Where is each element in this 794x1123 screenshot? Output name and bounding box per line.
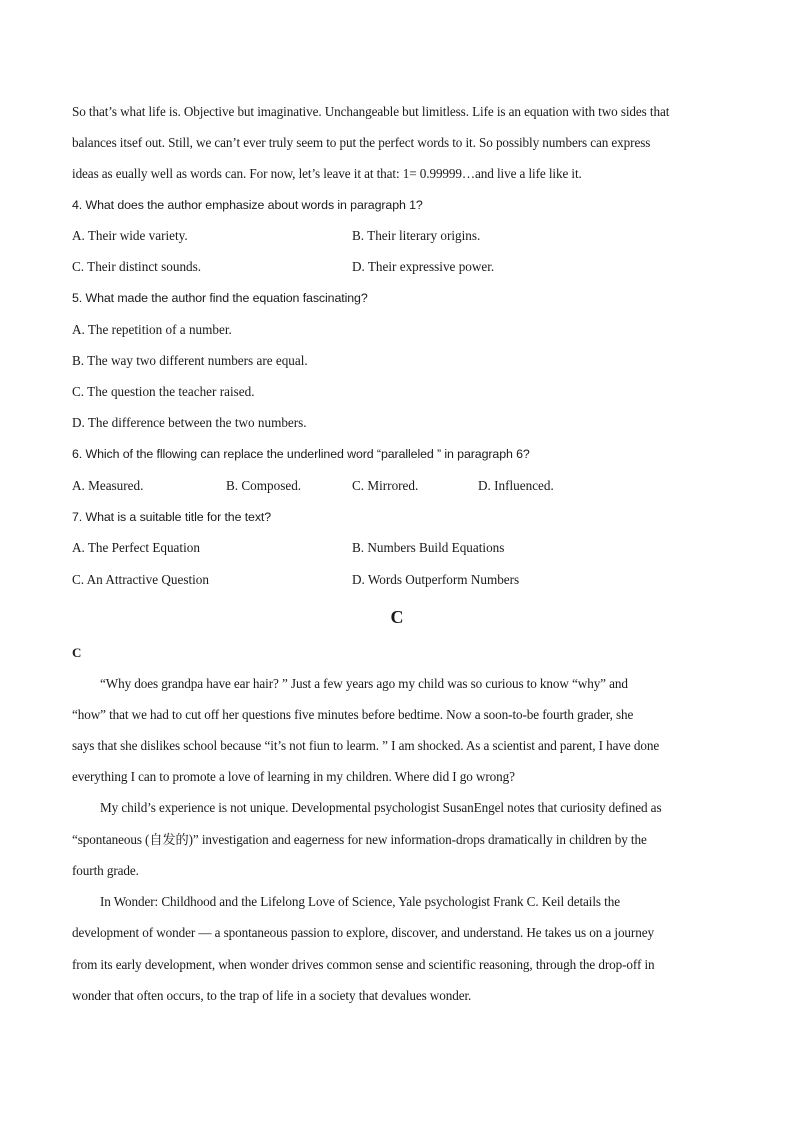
passage-c-line: “how” that we had to cut off her questions five minutes before bedtime. Now a soon-to-be fourth grader, she (72, 707, 634, 722)
q6-option-a: A. Measured. (72, 478, 144, 493)
q6-option-b: B. Composed. (226, 478, 302, 493)
q5-option-c: C. The question the teacher raised. (72, 384, 255, 399)
q6-option-c: C. Mirrored. (352, 478, 419, 493)
q5-option-d: D. The difference between the two numbers. (72, 415, 307, 430)
passage-line: ideas as eually well as words can. For now, let’s leave it at that: 1= 0.99999…and live a life like it. (72, 166, 582, 181)
passage-c-line: development of wonder — a spontaneous passion to explore, discover, and understand. He takes us on a journey (72, 925, 654, 940)
q5-option-a: A. The repetition of a number. (72, 322, 232, 337)
q7-option-d: D. Words Outperform Numbers (352, 572, 520, 587)
question-5-stem: 5. What made the author find the equation fascinating? (72, 291, 368, 305)
q6-option-d: D. Influenced. (478, 478, 554, 493)
q7-option-b: B. Numbers Build Equations (352, 540, 505, 555)
q5-option-b: B. The way two different numbers are equal. (72, 353, 308, 368)
passage-c-line: My child’s experience is not unique. Developmental psychologist SusanEngel notes that curiosity defined as (100, 800, 662, 815)
passage-line: balances itsef out. Still, we can’t ever truly seem to put the perfect words to it. So possibly numbers can express (72, 135, 651, 150)
section-title: C (390, 607, 404, 627)
question-6-stem: 6. Which of the fllowing can replace the underlined word “paralleled ” in paragraph 6? (72, 447, 530, 461)
q4-option-a: A. Their wide variety. (72, 228, 188, 243)
question-4-stem: 4. What does the author emphasize about words in paragraph 1? (72, 198, 423, 212)
passage-c-line: says that she dislikes school because “it’s not fiun to learm. ” I am shocked. As a scientist and parent, I have done (72, 738, 660, 753)
passage-c-line: from its early development, when wonder drives common sense and scientific reasoning, through the drop-off in (72, 957, 655, 972)
passage-c-line: wonder that often occurs, to the trap of life in a society that devalues wonder. (72, 988, 472, 1003)
passage-c-line: everything I can to promote a love of learning in my children. Where did I go wrong? (72, 769, 515, 784)
q4-option-b: B. Their literary origins. (352, 228, 481, 243)
passage-line: So that’s what life is. Objective but imaginative. Unchangeable but limitless. Life is an equation with two sides that (72, 104, 670, 119)
q7-option-c: C. An Attractive Question (72, 572, 209, 587)
q4-option-c: C. Their distinct sounds. (72, 259, 202, 274)
q4-option-d: D. Their expressive power. (352, 259, 495, 274)
section-label: C (72, 645, 82, 660)
q7-option-a: A. The Perfect Equation (72, 540, 200, 555)
passage-c-line: “Why does grandpa have ear hair? ” Just a few years ago my child was so curious to know “why” and (100, 676, 628, 691)
passage-c-line: “spontaneous (自发的)” investigation and eagerness for new information-drops dramatically in children by the (72, 832, 647, 847)
passage-c-line: fourth grade. (72, 863, 139, 878)
passage-c-line: In Wonder: Childhood and the Lifelong Love of Science, Yale psychologist Frank C. Keil details the (100, 894, 620, 909)
question-7-stem: 7. What is a suitable title for the text? (72, 510, 272, 524)
